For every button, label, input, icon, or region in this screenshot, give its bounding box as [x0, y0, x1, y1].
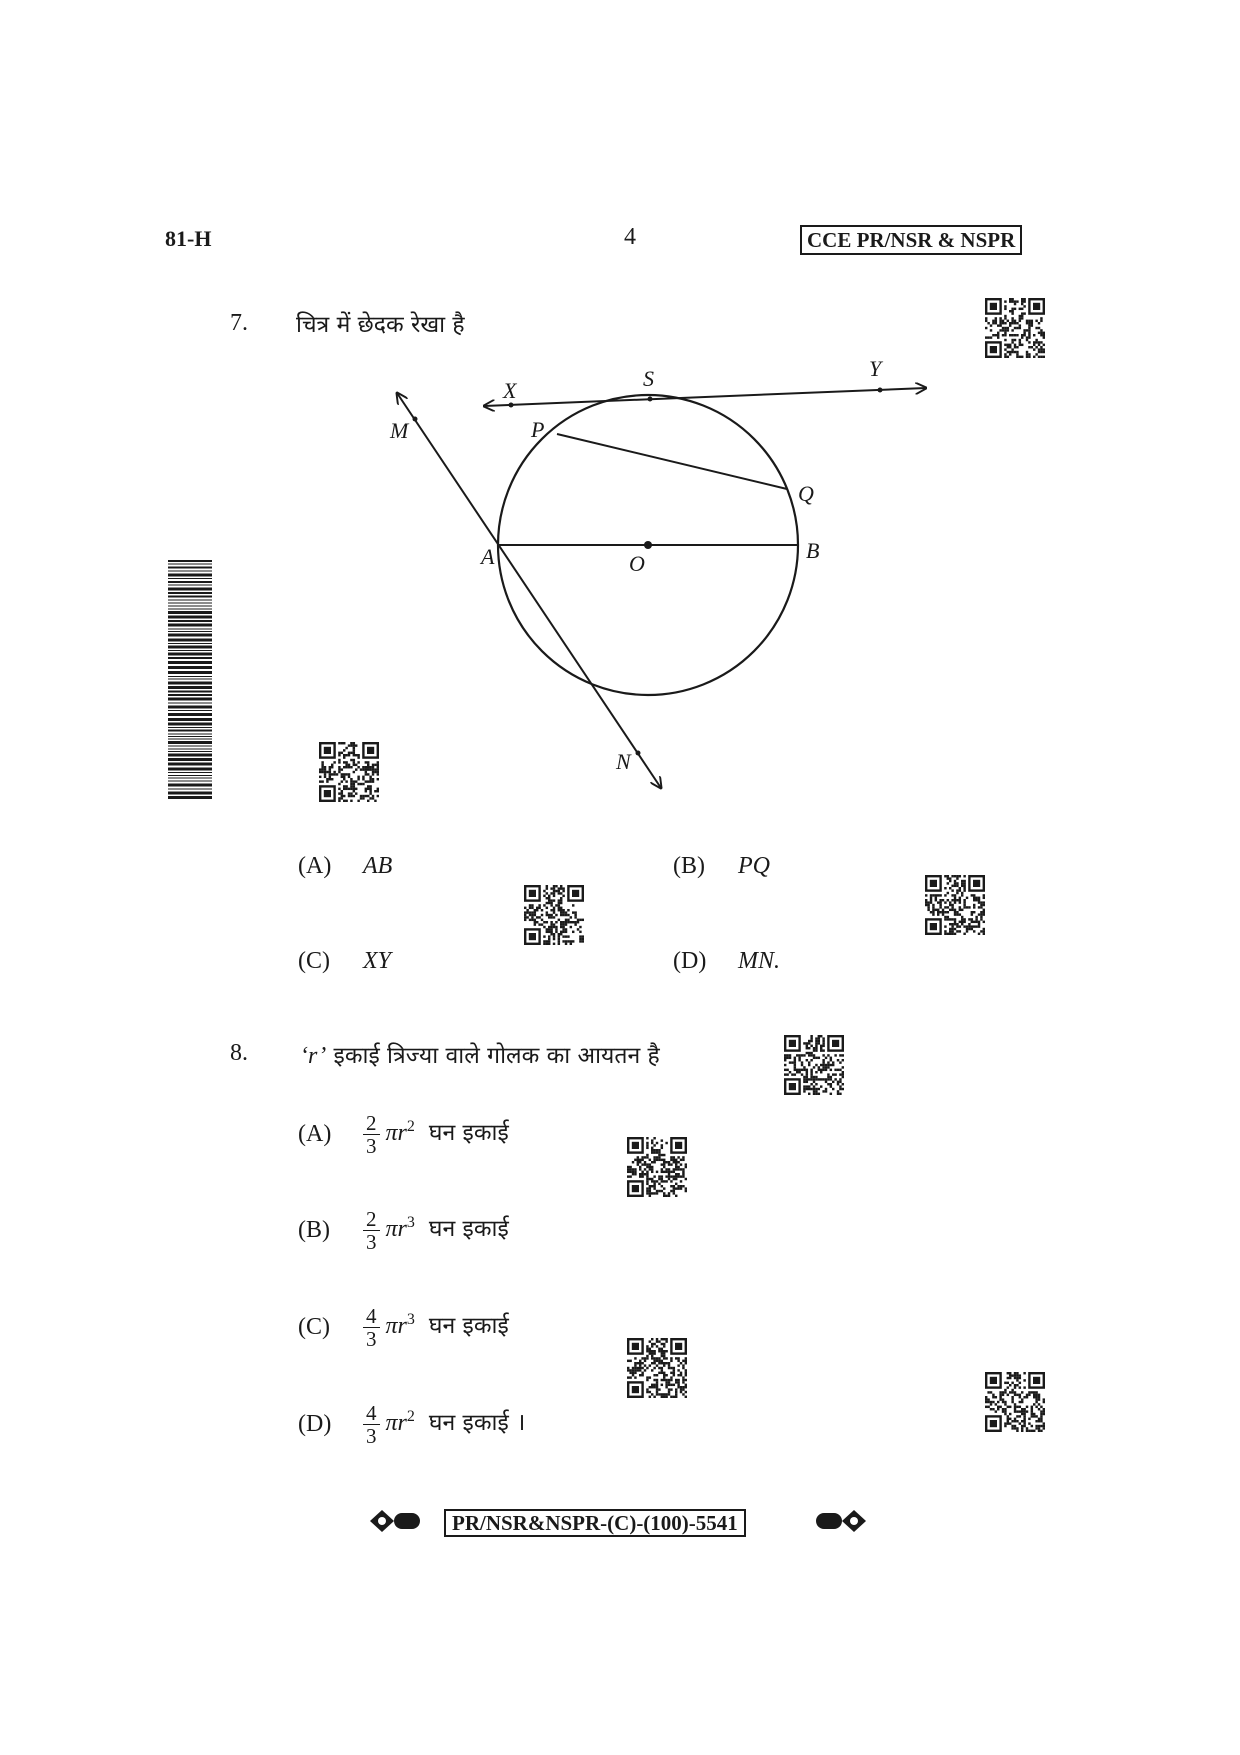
fraction [363, 1112, 380, 1157]
option-label: (D) [673, 948, 707, 974]
option-d[interactable] [673, 948, 780, 975]
option-value: AB [363, 853, 393, 879]
tangent-line-xy [484, 388, 926, 406]
power: 2 [406, 1118, 415, 1136]
unit-label: घन इकाई [428, 1120, 509, 1147]
question-text: चित्र में छेदक रेखा है [296, 312, 465, 338]
option-label: (A) [298, 853, 332, 879]
option-label: (B) [673, 853, 705, 879]
label-s: S [643, 366, 654, 391]
option-label: (B) [298, 1217, 330, 1243]
label-o: O [629, 551, 645, 576]
point-y [878, 388, 883, 393]
unit-label: घन इकाई [428, 1410, 509, 1437]
option-b[interactable] [673, 853, 770, 880]
qr-code-icon [524, 885, 584, 945]
pi-r-term [386, 1313, 415, 1339]
pi-r-term [386, 1410, 415, 1436]
option-end: । [508, 1408, 526, 1437]
qr-code-icon [627, 1338, 687, 1398]
numerator: 4 [363, 1305, 380, 1328]
point-m [413, 417, 418, 422]
pi-r-term [386, 1216, 415, 1242]
denominator: 3 [366, 1327, 377, 1351]
label-a: A [481, 544, 495, 569]
question-number: 8. [230, 1040, 248, 1066]
option-label: (D) [298, 1411, 332, 1437]
option-a[interactable] [298, 853, 392, 880]
question-variable: ‘r’ [300, 1043, 327, 1069]
point-n [636, 751, 641, 756]
option-c[interactable] [298, 1305, 509, 1350]
option-b[interactable] [298, 1208, 509, 1253]
denominator: 3 [366, 1230, 377, 1254]
label-b: B [806, 538, 820, 563]
label-m: M [390, 418, 409, 443]
option-value: XY [363, 948, 392, 974]
numerator: 2 [363, 1208, 380, 1231]
numerator: 4 [363, 1402, 380, 1425]
label-p: P [531, 417, 545, 442]
option-label: (A) [298, 1121, 332, 1147]
denominator: 3 [366, 1424, 377, 1448]
option-label: (C) [298, 1314, 330, 1340]
label-n: N [616, 749, 631, 774]
option-a[interactable] [298, 1112, 509, 1157]
pi-r: πr [385, 1120, 407, 1147]
numerator: 2 [363, 1112, 380, 1135]
power: 3 [406, 1214, 415, 1232]
label-y: Y [869, 356, 882, 381]
point-x [509, 403, 514, 408]
right-ornament-icon [812, 1506, 868, 1536]
power: 3 [406, 1311, 415, 1329]
option-value: PQ [738, 853, 770, 879]
option-value: MN. [738, 948, 780, 974]
paper-code: 81-H [165, 226, 212, 251]
label-x: X [503, 378, 517, 403]
label-q: Q [798, 481, 814, 506]
left-ornament-icon [368, 1506, 424, 1536]
option-c[interactable] [298, 948, 391, 975]
question-text-body: इकाई त्रिज्या वाले गोलक का आयतन है [333, 1043, 660, 1069]
option-label: (C) [298, 948, 330, 974]
fraction [363, 1402, 380, 1447]
circle-secant-figure [0, 0, 1240, 800]
power: 2 [406, 1408, 415, 1426]
pi-r: πr [385, 1313, 407, 1340]
denominator: 3 [366, 1134, 377, 1158]
point-s [648, 397, 653, 402]
series-box: CCE PR/NSR & NSPR [800, 225, 1022, 255]
qr-code-icon [627, 1137, 687, 1197]
option-d[interactable] [298, 1402, 526, 1447]
pi-r: πr [385, 1410, 407, 1437]
pi-r-term [386, 1120, 415, 1146]
point-o [644, 541, 652, 549]
page-number: 4 [624, 224, 636, 250]
footer-code: PR/NSR&NSPR-(C)-(100)-5541 [444, 1509, 746, 1537]
question-text [300, 1038, 660, 1070]
fraction [363, 1208, 380, 1253]
chord-pq [557, 434, 787, 489]
unit-label: घन इकाई [428, 1313, 509, 1340]
qr-code-icon [925, 875, 985, 935]
qr-code-icon [784, 1035, 844, 1095]
qr-code-icon [985, 1372, 1045, 1432]
fraction [363, 1305, 380, 1350]
unit-label: घन इकाई [428, 1216, 509, 1243]
pi-r: πr [385, 1216, 407, 1243]
question-number: 7. [230, 310, 248, 336]
